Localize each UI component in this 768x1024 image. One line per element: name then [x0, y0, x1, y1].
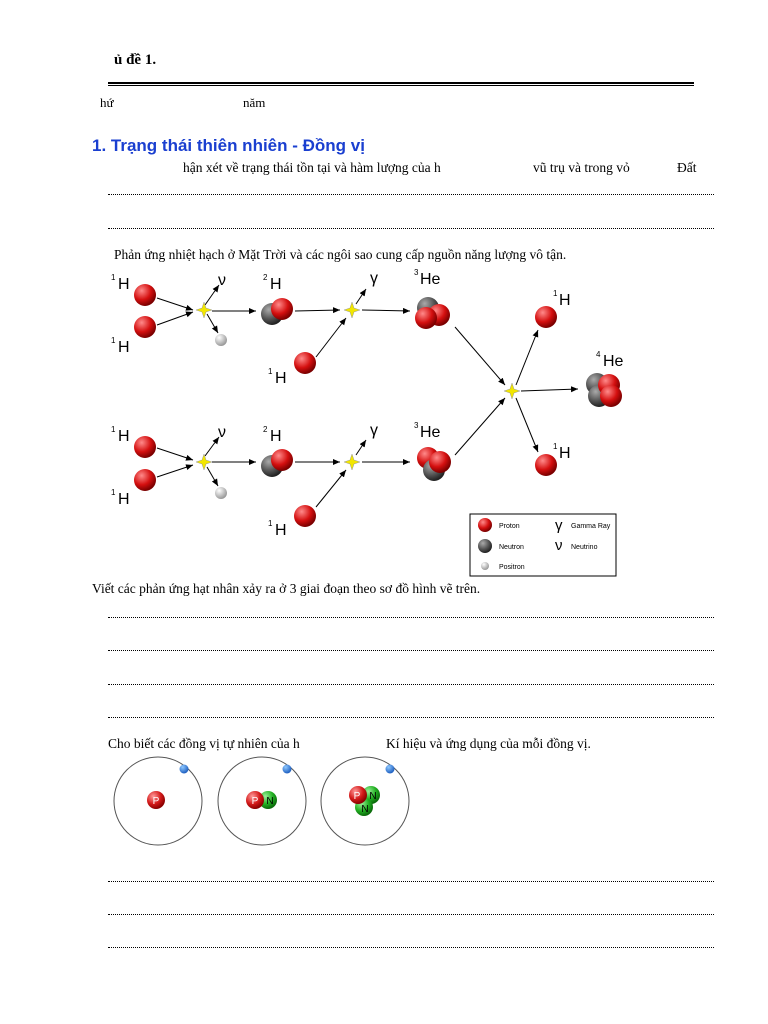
label-mass: 1: [111, 488, 116, 497]
legend-gamma: Gamma Ray: [571, 523, 611, 530]
proton: [271, 449, 293, 471]
label-gamma: γ: [370, 422, 378, 439]
answer-line[interactable]: [108, 617, 714, 618]
positron: [215, 334, 227, 346]
q1-text-1: hận xét về trạng thái tồn tại và hàm lượng của h: [183, 160, 441, 175]
proton: [134, 436, 156, 458]
header-rule-thin: [108, 85, 694, 86]
label-element: He: [420, 424, 441, 441]
q1-text-3: Đất: [677, 160, 697, 175]
legend-proton: Proton: [499, 523, 520, 530]
label-mass: 1: [268, 367, 273, 376]
label-mass: 2: [263, 273, 268, 282]
proton: [134, 284, 156, 306]
section-title: 1. Trạng thái thiên nhiên - Đồng vị: [92, 136, 365, 155]
answer-line[interactable]: [108, 914, 714, 915]
neutron-letter: N: [361, 804, 369, 815]
isotope-atoms: [100, 755, 430, 850]
positron: [215, 487, 227, 499]
proton: [535, 454, 557, 476]
q4-text-2: Kí hiệu và ứng dụng của mỗi đồng vị.: [386, 736, 591, 751]
label-mass: 3: [414, 421, 419, 430]
q1-text-2: vũ trụ và trong vỏ: [533, 160, 630, 175]
atom-protium: [114, 757, 202, 845]
label-element: H: [270, 276, 282, 293]
legend-neutrino: Neutrino: [571, 544, 598, 551]
label-neutrino: ν: [218, 424, 226, 441]
legend-positron: Positron: [499, 564, 525, 571]
header-rule: [108, 82, 694, 84]
proton: [271, 298, 293, 320]
label-element: He: [603, 353, 624, 370]
answer-line[interactable]: [108, 194, 714, 195]
answer-line[interactable]: [108, 947, 714, 948]
topic-title: ủ đề 1.: [114, 52, 157, 68]
answer-line[interactable]: [108, 650, 714, 651]
proton-letter: P: [353, 791, 361, 802]
reaction-flashes: [196, 302, 520, 470]
label-mass: 1: [268, 519, 273, 528]
label-mass: 2: [263, 425, 268, 434]
electron: [180, 765, 189, 774]
proton: [134, 469, 156, 491]
proton: [134, 316, 156, 338]
label-element: H: [118, 491, 130, 508]
label-neutrino: ν: [218, 272, 226, 289]
neutron-letter: N: [369, 791, 377, 802]
legend-gamma-symbol: γ: [555, 517, 563, 534]
label-gamma: γ: [370, 270, 378, 287]
proton: [294, 352, 316, 374]
label-element: H: [275, 370, 287, 387]
answer-line[interactable]: [108, 684, 714, 685]
atom-tritium: [321, 757, 409, 845]
fusion-diagram: [0, 260, 768, 580]
label-mass: 1: [111, 273, 116, 282]
proton-letter: P: [251, 796, 259, 807]
q4-text-1: Cho biết các đồng vị tự nhiên của h: [108, 736, 300, 751]
label-mass: 4: [596, 350, 601, 359]
label-element: H: [275, 522, 287, 539]
label-element: H: [559, 445, 571, 462]
diagram-legend: [470, 514, 616, 576]
electron: [283, 765, 292, 774]
proton: [294, 505, 316, 527]
label-mass: 3: [414, 268, 419, 277]
proton-letter: P: [152, 796, 160, 807]
label-mass: 1: [111, 425, 116, 434]
proton: [600, 385, 622, 407]
legend-neutrino-symbol: ν: [555, 537, 563, 554]
neutron-letter: N: [266, 796, 274, 807]
electron: [386, 765, 395, 774]
label-mass: 1: [111, 336, 116, 345]
proton: [415, 307, 437, 329]
proton: [535, 306, 557, 328]
label-element: H: [270, 428, 282, 445]
label-element: He: [420, 271, 441, 288]
label-mass: 1: [553, 442, 558, 451]
field-left: hứ: [100, 95, 114, 110]
answer-line[interactable]: [108, 228, 714, 229]
answer-line[interactable]: [108, 717, 714, 718]
label-element: H: [559, 292, 571, 309]
label-element: H: [118, 276, 130, 293]
field-right: năm: [243, 95, 266, 110]
diagram-caption: Phản ứng nhiệt hạch ở Mặt Trời và các ngôi sao cung cấp nguồn năng lượng vô tận.: [114, 247, 567, 262]
legend-neutron: Neutron: [499, 544, 524, 551]
reaction-arrows-bottom: [157, 330, 578, 507]
answer-line[interactable]: [108, 881, 714, 882]
q3-text: Viết các phản ứng hạt nhân xảy ra ở 3 giai đoạn theo sơ đồ hình vẽ trên.: [92, 581, 481, 596]
label-element: H: [118, 339, 130, 356]
atom-deuterium: [218, 757, 306, 845]
proton: [429, 451, 451, 473]
reaction-arrows-top: [157, 285, 505, 385]
label-mass: 1: [553, 289, 558, 298]
label-element: H: [118, 428, 130, 445]
